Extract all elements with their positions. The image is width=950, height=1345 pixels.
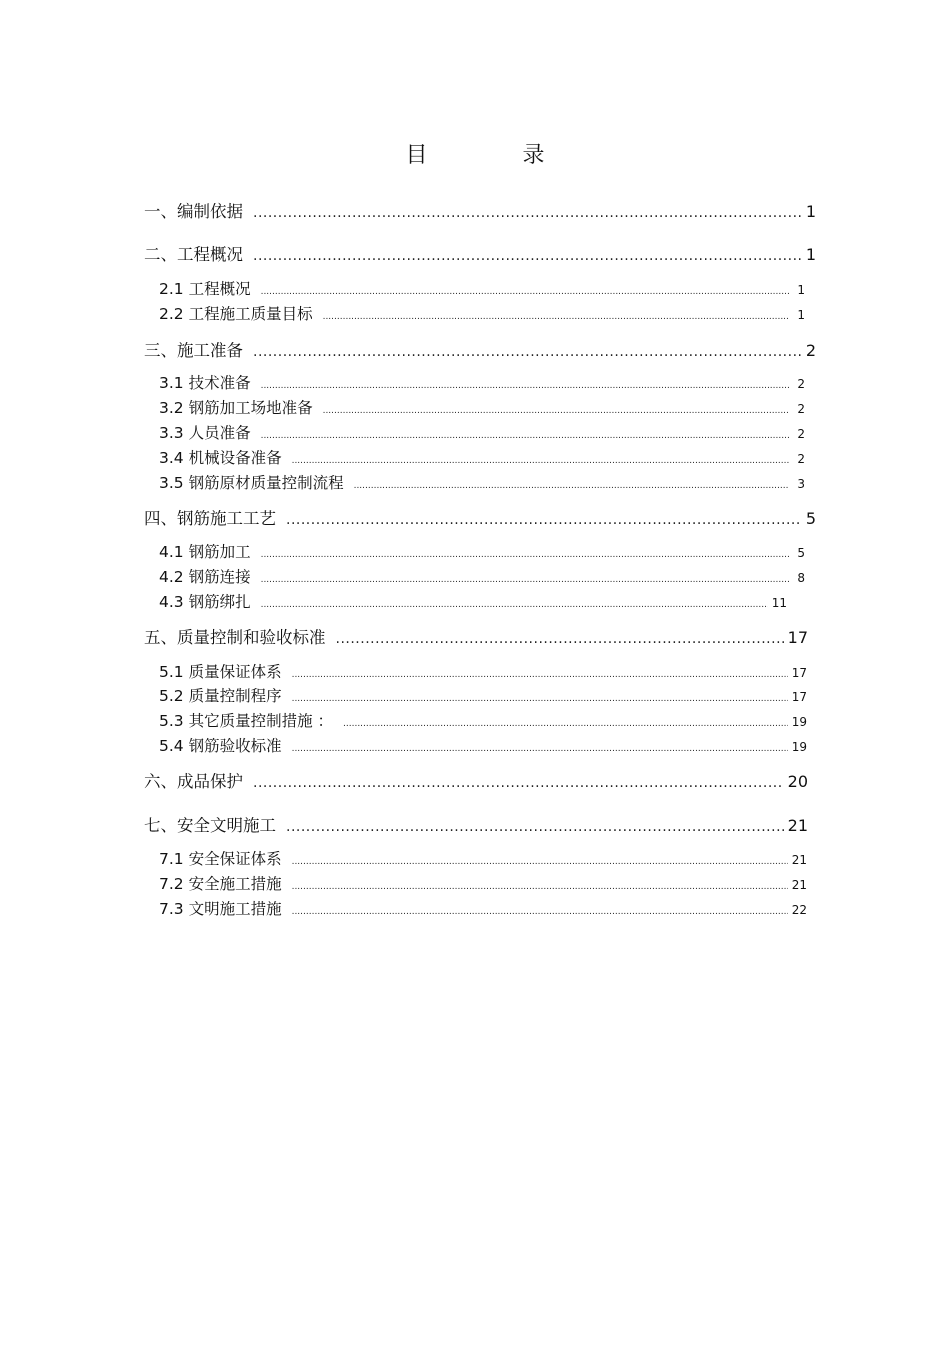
toc-leader-dots [253,205,802,221]
toc-entry[interactable] [144,241,816,265]
toc-entry-page: 8 [797,571,805,585]
toc-leader-dots [261,431,789,441]
toc-leader-dots [286,512,802,528]
toc-entry-page: 1 [805,245,816,264]
toc-leader-dots [292,744,788,754]
toc-entry[interactable] [159,660,807,682]
toc-entry-label: 5.2 质量控制程序 [159,687,282,705]
toc-entry-label: 3.3 人员准备 [159,424,251,442]
toc-entry-page: 17 [787,628,808,647]
toc-entry-page: 20 [787,772,808,791]
toc-entry-label: 7.2 安全施工措施 [159,875,282,893]
toc-entry-page: 21 [791,878,807,892]
toc-entry-label: 4.2 钢筋连接 [159,568,251,586]
toc-entry[interactable] [159,684,807,706]
toc-leader-dots [343,719,788,729]
toc-entry[interactable] [159,847,807,869]
toc-entry-page: 22 [791,903,807,917]
toc-entry-page: 21 [787,816,808,835]
toc-entry-label: 三、施工准备 [144,341,243,360]
toc-entry-page: 19 [791,740,807,754]
toc-entry-label: 5.3 其它质量控制措施 ： [159,712,334,730]
toc-entry[interactable] [159,709,807,731]
toc-entry-page: 17 [791,666,807,680]
toc-entry-label: 2.2 工程施工质量目标 [159,305,313,323]
toc-leader-dots [292,882,788,892]
toc-leader-dots [292,907,788,917]
toc-entry-page: 3 [797,477,805,491]
toc-entry[interactable] [159,371,805,393]
toc-entry[interactable] [159,471,805,493]
toc-leader-dots [323,406,789,416]
toc-entry-label: 2.1 工程概况 [159,280,251,298]
toc-entry-label: 五、质量控制和验收标准 [144,628,326,647]
toc-entry[interactable] [159,396,805,418]
toc-entry[interactable] [159,302,805,324]
toc-entry-label: 3.1 技术准备 [159,374,251,392]
toc-entry-page: 2 [797,452,805,466]
toc-leader-dots [286,819,784,835]
toc-entry-label: 七、安全文明施工 [144,816,276,835]
toc-entry[interactable] [159,872,807,894]
toc-entry[interactable] [159,540,805,562]
toc-leader-dots [261,600,768,610]
toc-entry[interactable] [144,624,808,648]
toc-entry-label: 7.3 文明施工措施 [159,900,282,918]
toc-entry-page: 19 [791,715,807,729]
toc-entry-label: 4.1 钢筋加工 [159,543,251,561]
toc-entry-page: 1 [805,202,816,221]
toc-entry-label: 4.3 钢筋绑扎 [159,593,251,611]
toc-entry-page: 5 [797,546,805,560]
toc-entry-page: 2 [805,341,816,360]
toc-entry-label: 3.5 钢筋原材质量控制流程 [159,474,344,492]
toc-leader-dots [323,312,789,322]
toc-entry[interactable] [144,505,816,529]
toc-leader-dots [292,857,788,867]
toc-entry-label: 二、工程概况 [144,245,243,264]
toc-entry-page: 2 [797,427,805,441]
toc-entry-page: 2 [797,377,805,391]
toc-entry[interactable] [159,421,805,443]
toc-entry-page: 2 [797,402,805,416]
toc-entry[interactable] [144,337,816,361]
toc-leader-dots [253,775,784,791]
toc-leader-dots [253,248,802,264]
toc-leader-dots [292,694,788,704]
toc-entry[interactable] [159,734,807,756]
toc-entry-page: 11 [771,596,787,610]
toc-leader-dots [253,344,802,360]
toc-entry[interactable] [159,897,807,919]
toc-leader-dots [292,670,788,680]
toc-entry-page: 1 [797,283,805,297]
toc-entry-page: 1 [797,308,805,322]
toc-leader-dots [336,631,784,647]
toc-entry[interactable] [144,812,808,836]
toc-entry-page: 17 [791,690,807,704]
toc-leader-dots [261,575,789,585]
toc-entry[interactable] [159,565,805,587]
toc-entry-label: 5.1 质量保证体系 [159,663,282,681]
toc-entry-page: 21 [791,853,807,867]
toc-entry[interactable] [159,277,805,299]
toc-leader-dots [261,381,789,391]
toc-entry[interactable] [144,198,816,222]
toc-entry-label: 一、编制依据 [144,202,243,221]
toc-leader-dots [261,550,789,560]
toc-entry-label: 3.4 机械设备准备 [159,449,282,467]
toc-leader-dots [261,287,789,297]
toc-leader-dots [354,481,789,491]
toc-entry[interactable] [159,446,805,468]
toc-entry-label: 四、钢筋施工工艺 [144,509,276,528]
toc-entry-label: 5.4 钢筋验收标准 [159,737,282,755]
toc-entry[interactable] [144,768,808,792]
toc-leader-dots [292,456,789,466]
toc-entry-label: 六、成品保护 [144,772,243,791]
toc-entry-label: 7.1 安全保证体系 [159,850,282,868]
toc-title: 目 录 [405,143,589,168]
toc-entry-page: 5 [805,509,816,528]
toc-entry[interactable] [159,590,787,612]
toc-entry-label: 3.2 钢筋加工场地准备 [159,399,313,417]
